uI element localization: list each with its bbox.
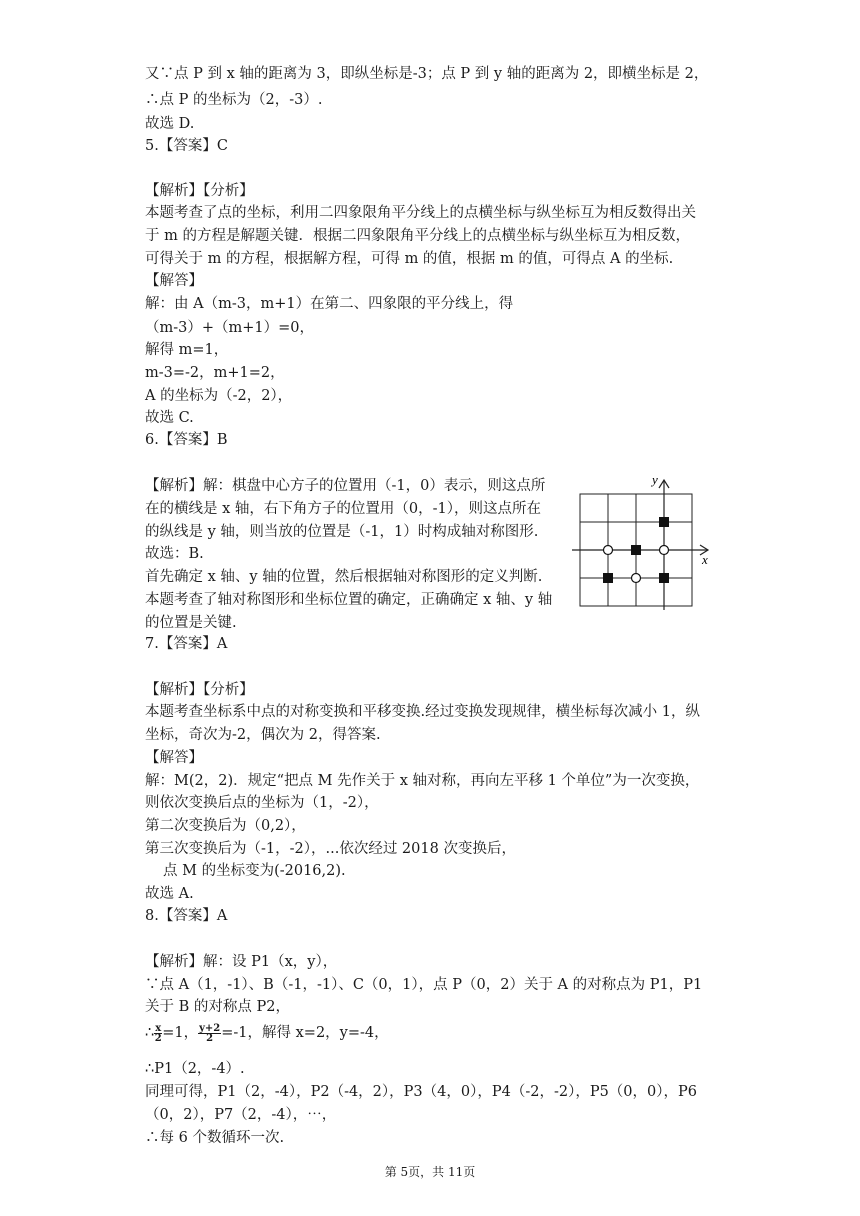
fraction-x-over-2: $\frac{x}{2}$	[154, 1022, 162, 1044]
line-32: 点 M 的坐标变为(-2016,2).	[163, 863, 346, 879]
line-31: 第三次变换后为（-1，-2），...依次经过 2018 次变换后，	[145, 841, 516, 857]
line-10: （m-3）+（m+1）=0，	[145, 320, 315, 336]
line-19: 故选：B.	[145, 546, 204, 562]
white-piece	[604, 546, 613, 555]
black-piece	[631, 545, 641, 555]
answer-5: 5.【答案】C	[145, 138, 228, 154]
line-20: 首先确定 x 轴、y 轴的位置，然后根据轴对称图形的定义判断.	[145, 569, 543, 585]
line-29: 则依次变换后点的坐标为（1，-2），	[145, 795, 379, 811]
line-43: ∴每 6 个数循环一次.	[145, 1130, 285, 1146]
answer-7: 7.【答案】A	[145, 636, 228, 652]
line-42: （0，2），P7（2，-4），⋯，	[145, 1107, 337, 1123]
line-2: 故选 D.	[145, 116, 195, 132]
line-16: 【解析】解：棋盘中心方子的位置用（-1，0）表示，则这点所	[145, 478, 546, 494]
line-11: 解得 m=1，	[145, 342, 229, 358]
white-piece	[632, 574, 641, 583]
line-7: 可得关于 m 的方程，根据解方程，可得 m 的值，根据 m 的值，可得点 A 的坐标.	[145, 251, 674, 267]
line-9: 解：由 A（m-3，m+1）在第二、四象限的平分线上，得	[145, 296, 514, 312]
line-8: 【解答】	[145, 273, 203, 289]
line-17: 在的横线是 x 轴，右下角方子的位置用（0，-1），则这点所在	[145, 501, 541, 517]
answer-8: 8.【答案】A	[145, 908, 228, 924]
line-21: 本题考查了轴对称图形和坐标位置的确定，正确确定 x 轴、y 轴	[145, 592, 553, 608]
line-28: 解：M(2，2)．规定“把点 M 先作关于 x 轴对称，再向左平移 1 个单位”为一次变换，	[145, 773, 700, 789]
line-24: 【解析】【分析】	[145, 682, 254, 698]
line-18: 的纵线是 y 轴，则当放的位置是（-1，1）时构成轴对称图形.	[145, 524, 539, 540]
line-30: 第二次变换后为（0,2），	[145, 818, 306, 834]
coordinate-grid-figure	[568, 472, 713, 612]
line-5: 本题考查了点的坐标，利用二四象限角平分线上的点横坐标与纵坐标互为相反数得出关	[145, 205, 696, 221]
answer-6: 6.【答案】B	[145, 432, 228, 448]
equation-part-2: =-1，解得 x=2，y=-4，	[221, 1025, 389, 1041]
black-piece	[659, 517, 669, 527]
line-25: 本题考查坐标系中点的对称变换和平移变换.经过变换发现规律，横坐标每次减小 1，纵	[145, 704, 700, 720]
line-6: 于 m 的方程是解题关键．根据二四象限角平分线上的点横坐标与纵坐标互为相反数，	[145, 228, 690, 244]
line-4: 【解析】【分析】	[145, 183, 254, 199]
line-40: ∴P1（2，-4）.	[145, 1061, 245, 1077]
line-22: 的位置是关键.	[145, 615, 237, 631]
line-14: 故选 C.	[145, 410, 194, 426]
line-13: A 的坐标为（-2，2），	[145, 388, 293, 404]
page-footer: 第 5页，共 11页	[384, 1165, 476, 1179]
line-0: 又∵点 P 到 x 轴的距离为 3，即纵坐标是-3；点 P 到 y 轴的距离为 2，即横坐标是 2，	[145, 66, 709, 82]
equation-line	[145, 1020, 389, 1046]
equation-part-1: =1，	[162, 1025, 199, 1041]
white-piece	[660, 546, 669, 555]
fraction-y-plus-2-over-2: $\frac{y+2}{2}$	[199, 1022, 221, 1044]
line-27: 【解答】	[145, 750, 203, 766]
line-37: 关于 B 的对称点 P2，	[145, 999, 290, 1015]
x-axis-label: x	[702, 552, 708, 567]
black-piece	[603, 573, 613, 583]
therefore-sign: ∴	[145, 1025, 155, 1041]
line-41: 同理可得，P1（2，-4），P2（-4，2），P3（4，0），P4（-2，-2），P5（0，0），P6	[145, 1084, 697, 1100]
line-35: 【解析】解：设 P1（x，y），	[145, 954, 338, 970]
line-26: 坐标，奇次为-2，偶次为 2，得答案.	[145, 727, 381, 743]
black-piece	[659, 573, 669, 583]
y-axis-label: y	[652, 472, 658, 487]
line-33: 故选 A.	[145, 886, 194, 902]
line-12: m-3=-2，m+1=2，	[145, 365, 285, 381]
line-1: ∴点 P 的坐标为（2，-3）.	[145, 92, 323, 108]
line-36: ∵点 A（1，-1）、B（-1，-1）、C（0，1），点 P（0，2）关于 A 的对称点为 P1，P1	[145, 977, 703, 993]
